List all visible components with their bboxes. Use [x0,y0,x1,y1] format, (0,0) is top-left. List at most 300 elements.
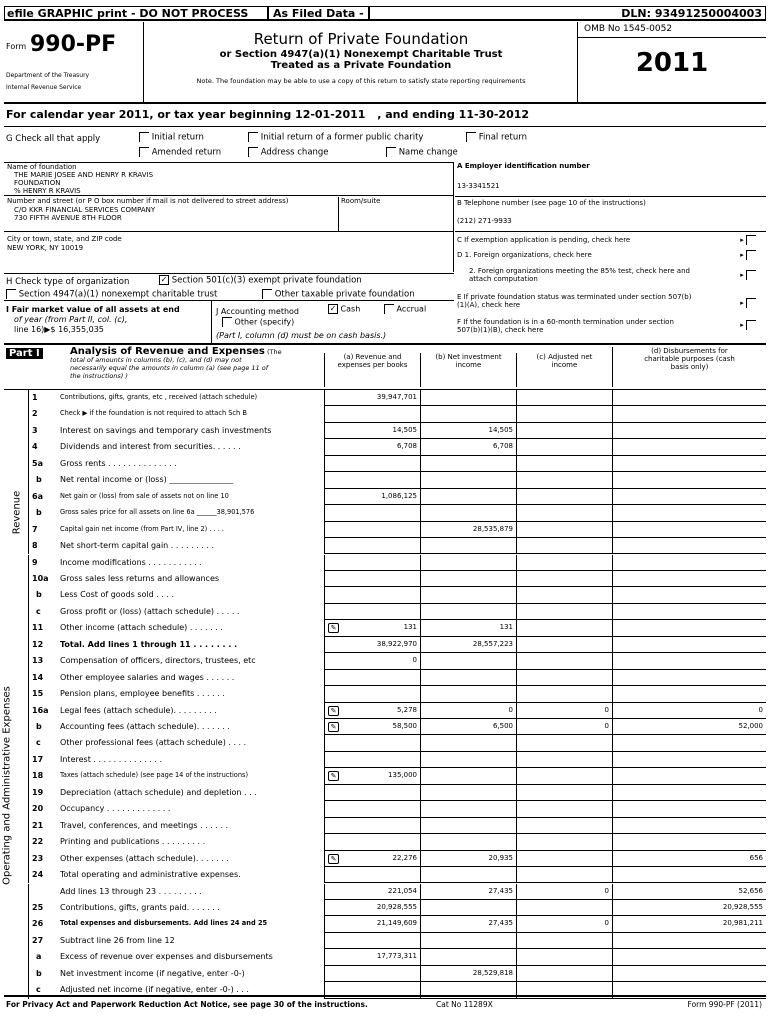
line-description: Contributions, gifts, grants paid. . . . . . . [60,902,220,912]
amount-cell-a [324,752,420,768]
amount-cell-a: 17,773,311 [324,949,420,965]
phone-label: B Telephone number (see page 10 of the instructions) [455,196,766,207]
amount-cell-a: 131 [324,620,420,636]
amount-cell-a [324,686,420,702]
other-taxable-label: Other taxable private foundation [274,289,415,300]
dln-label: DLN: 93491250004003 [621,7,762,20]
dept-treasury: Department of the Treasury [6,72,90,79]
line-description: Gross sales price for all assets on line 6a ______38,901,576 [60,508,255,517]
line-number: 4 [32,442,38,452]
table-row [4,604,766,620]
amount-cell-a [324,456,420,472]
amount-cell-b: 27,435 [420,884,516,900]
row-rule [28,489,29,505]
amount-cell-b [420,406,516,422]
row-rule [28,867,29,883]
line-description: Compensation of officers, directors, trustees, etc [60,656,256,666]
table-row [4,587,766,603]
amount-cell-a [324,933,420,949]
attachment-icon[interactable]: ✎ [328,854,339,864]
amount-cell-b [420,555,516,571]
fmv-label-1: I Fair market value of all assets at end [6,305,180,314]
amount-cell-c [516,933,612,949]
c-label: C If exemption application is pending, check here [457,236,631,244]
s4947-label: Section 4947(a)(1) nonexempt charitable trust [18,289,218,300]
amount-cell-dd [612,571,766,587]
calendar-begin: For calendar year 2011, or tax year beginning 12-01-2011 [6,108,366,121]
amount-cell-b [420,390,516,406]
amount-cell-c [516,489,612,505]
city-row [4,231,453,271]
amount-cell-c [516,834,612,850]
form-title: Return of Private Foundation [253,30,469,48]
table-row [4,966,766,982]
row-rule [28,966,29,982]
amount-cell-a [324,587,420,603]
line-number: 24 [32,870,44,880]
amount-cell-a: 0 [324,653,420,669]
amount-cell-c [516,555,612,571]
e-row [455,290,766,316]
calendar-year [6,108,529,121]
checkmark-icon[interactable]: ✓ [160,275,168,284]
footer [4,995,766,1011]
line-number: 6a [32,491,43,501]
omb-number: OMB No 1545-0052 [578,22,766,38]
line-number: c [36,738,41,748]
amended-return-label: Amended return [151,147,222,158]
checkbox[interactable] [384,304,394,314]
amount-cell-a: 221,054 [324,884,420,900]
attachment-icon[interactable]: ✎ [328,623,339,633]
line-description: Pension plans, employee benefits . . . . . . [60,689,225,699]
amount-cell-a: 6,708 [324,439,420,455]
amount-cell-b [420,900,516,916]
checkbox[interactable] [139,132,149,142]
amount-cell-a [324,735,420,751]
table-row [4,949,766,965]
row-rule [28,406,29,422]
amount-cell-b [420,933,516,949]
amount-cell-c [516,851,612,867]
line-description: Subtract line 26 from line 12 [60,935,175,945]
form-subtitle2: Treated as a Private Foundation [270,60,452,71]
amount-cell-c [516,900,612,916]
line-description: Check ▶ if the foundation is not required to attach Sch B [60,409,247,418]
divider [4,126,766,127]
checkbox[interactable] [466,132,476,142]
line-number: a [36,952,42,962]
line-description: Gross sales less returns and allowances [60,573,220,583]
right-column [455,162,766,344]
amount-cell-a [324,604,420,620]
amount-cell-a [324,505,420,521]
amount-cell-c [516,966,612,982]
row-rule [28,834,29,850]
amount-cell-b [420,752,516,768]
amount-cell-dd [612,456,766,472]
cash-basis-note: (Part I, column (d) must be on cash basis.) [216,331,387,340]
table-row [4,620,766,636]
row-rule [28,719,29,735]
amount-cell-dd [612,505,766,521]
e-checkbox[interactable]: ▸ [740,298,756,308]
amount-cell-dd [612,637,766,653]
phone-value: (212) 271-9933 [457,217,512,225]
line-description: Accounting fees (attach schedule). . . . . . . [60,722,230,731]
calendar-end: , and ending 11-30-2012 [377,108,530,121]
amount-cell-b: 28,535,879 [420,522,516,538]
row-rule [28,587,29,603]
line-description: Gross rents . . . . . . . . . . . . . . [60,458,177,468]
amount-cell-b [420,785,516,801]
street-label: Number and street (or P O box number if mail is not delivered to street address) [7,197,289,205]
attachment-icon[interactable]: ✎ [328,771,339,781]
fmv-label-2: of year (from Part II, col. (c), [14,315,128,324]
row-rule [28,571,29,587]
initial-return-check[interactable] [139,132,204,143]
table-row [4,637,766,653]
amount-cell-dd: 52,000 [612,719,766,735]
table-row [4,916,766,932]
city-value: NEW YORK, NY 10019 [7,244,84,252]
other-taxable-check[interactable] [262,289,415,300]
amount-cell-b: 14,505 [420,423,516,439]
amount-cell-b [420,801,516,817]
amount-cell-a [324,522,420,538]
line-number: 13 [32,656,44,666]
checkbox[interactable] [746,250,756,260]
line-description: Add lines 13 through 23 . . . . . . . . . [60,886,202,896]
amount-cell-dd [612,801,766,817]
row-rule [28,522,29,538]
initial-former-check[interactable] [248,132,423,143]
room-label: Room/suite [338,197,380,231]
amount-cell-a [324,801,420,817]
table-row [4,851,766,867]
table-row [4,439,766,455]
line-description: Depreciation (attach schedule) and depletion . . . [60,787,257,797]
amount-cell-a: 21,149,609 [324,916,420,932]
form-title-box [145,22,577,102]
amount-cell-b [420,653,516,669]
amount-cell-a: 22,276 [324,851,420,867]
form-number: 990-PF [30,32,117,57]
amount-cell-c [516,801,612,817]
amount-cell-c [516,735,612,751]
row-rule [28,555,29,571]
amount-cell-c [516,637,612,653]
checkbox[interactable] [746,270,756,280]
line-description: Legal fees (attach schedule). . . . . . . . . [60,705,217,715]
line-description: Dividends and interest from securities. . . . . . [60,442,241,452]
efile-label: efile GRAPHIC print - DO NOT PROCESS [7,7,249,20]
line-number: 7 [32,524,38,534]
amount-cell-c: 0 [516,703,612,719]
final-return-check[interactable] [466,132,527,143]
street-row [4,195,453,231]
line-description: Occupancy . . . . . . . . . . . . . [60,804,171,814]
col-b-header: (b) Net investment income [420,353,516,387]
amount-cell-b: 6,500 [420,719,516,735]
amount-cell-dd [612,818,766,834]
name-change-label: Name change [398,147,458,158]
c-checkbox[interactable]: ▸ [740,235,756,245]
d1-checkbox[interactable]: ▸ [740,250,756,260]
amount-cell-c: 0 [516,916,612,932]
amount-cell-a [324,785,420,801]
row-rule [28,670,29,686]
line-number: b [36,968,42,978]
header-band [4,6,766,21]
s4947-check[interactable] [6,289,217,300]
amount-cell-b [420,571,516,587]
table-row [4,884,766,900]
line-number: 18 [32,771,44,781]
line-description: Other professional fees (attach schedule) . . . . [60,738,247,748]
amount-cell-b: 28,529,818 [420,966,516,982]
row-rule [28,604,29,620]
line-description: Net gain or (loss) from sale of assets not on line 10 [60,491,229,500]
amount-cell-dd [612,867,766,883]
amount-cell-c: 0 [516,719,612,735]
table-row [4,571,766,587]
form-number-box [4,22,144,102]
accrual-check[interactable] [384,304,426,314]
amount-cell-a: 20,928,555 [324,900,420,916]
table-row [4,390,766,406]
line-number: 21 [32,820,44,830]
line-number: 23 [32,853,44,863]
table-row [4,555,766,571]
amount-cell-dd [612,752,766,768]
amount-cell-b: 131 [420,620,516,636]
f-checkbox[interactable]: ▸ [740,320,756,330]
cash-check[interactable] [328,304,360,314]
row-rule [28,900,29,916]
amount-cell-dd [612,522,766,538]
other-method-check[interactable] [222,317,294,327]
amount-cell-c [516,423,612,439]
table-row [4,423,766,439]
line-number: 1 [32,393,38,402]
dept-irs: Internal Revenue Service [6,84,82,91]
amount-cell-a [324,966,420,982]
amount-cell-b [420,604,516,620]
amount-cell-b [420,867,516,883]
g-label: G Check all that apply [6,134,101,144]
d2-label: 2. Foreign organizations meeting the 85% test, check here and attach computation [469,267,690,283]
part1-tag: Part I [6,348,43,359]
line-number: b [36,590,42,600]
amount-cell-a [324,555,420,571]
amount-cell-a [324,571,420,587]
amount-cell-c [516,653,612,669]
line-description: Capital gain net income (from Part IV, line 2) . . . . [60,524,225,533]
final-return-label: Final return [478,132,527,143]
amount-cell-c [516,538,612,554]
row-rule [28,768,29,784]
amount-cell-b [420,834,516,850]
amount-cell-c [516,472,612,488]
amount-cell-a: 38,922,970 [324,637,420,653]
amount-cell-b [420,456,516,472]
amount-cell-dd: 52,656 [612,884,766,900]
amount-cell-c [516,522,612,538]
line-number: 12 [32,639,44,649]
address-change-check[interactable] [248,147,329,158]
line-number: 17 [32,754,44,764]
check-all-row [6,132,766,162]
amount-cell-b [420,768,516,784]
amount-cell-c [516,670,612,686]
checkbox[interactable] [746,320,756,330]
table-row [4,522,766,538]
row-rule [28,390,29,406]
name-change-check[interactable] [386,147,458,158]
amount-cell-dd [612,555,766,571]
amount-cell-b: 27,435 [420,916,516,932]
line-number: 15 [32,689,44,699]
amount-cell-a [324,834,420,850]
attachment-icon[interactable]: ✎ [328,722,339,732]
line-number: c [36,985,41,995]
amount-cell-a [324,670,420,686]
amount-cell-c [516,505,612,521]
line-number: 3 [32,425,38,435]
foundation-name-1: THE MARIE JOSEE AND HENRY R KRAVIS [14,171,154,179]
amount-cell-b [420,949,516,965]
amount-cell-dd: 20,981,211 [612,916,766,932]
as-filed-label: As Filed Data - [267,7,370,20]
table-row [4,686,766,702]
privacy-notice: For Privacy Act and Paperwork Reduction Act Notice, see page 30 of the instructions. [6,1000,368,1009]
checkbox[interactable] [386,147,396,157]
table-row [4,472,766,488]
table-row [4,703,766,719]
amount-cell-dd [612,604,766,620]
form-subtitle: or Section 4947(a)(1) Nonexempt Charitable Trust [219,49,503,60]
line-number: 20 [32,804,44,814]
checkmark-icon[interactable]: ✓ [329,304,337,313]
row-rule [28,916,29,932]
line-description: Excess of revenue over expenses and disbursements [60,952,273,962]
checkbox[interactable] [248,147,258,157]
initial-former-label: Initial return of a former public charity [260,132,424,143]
amount-cell-dd [612,966,766,982]
row-rule [28,439,29,455]
amount-cell-dd [612,423,766,439]
amount-cell-dd [612,949,766,965]
attachment-icon[interactable]: ✎ [328,706,339,716]
line-description: Other expenses (attach schedule). . . . . . . [60,853,229,863]
part1-sub2: necessarily equal the amounts in column (a) (see page 11 of [70,364,269,372]
checkbox[interactable] [746,235,756,245]
line-number: b [36,722,42,731]
line-number: 8 [32,541,38,551]
checkbox[interactable] [6,289,16,299]
address-change-label: Address change [260,147,329,158]
tax-year: 2011 [635,48,709,78]
line-description: Other income (attach schedule) . . . . . . . [60,623,223,633]
table-row [4,818,766,834]
part1-sub1: total of amounts in columns (b), (c), and (d) may not [70,356,242,364]
amount-cell-b [420,735,516,751]
amount-cell-a: 5,278 [324,703,420,719]
row-rule [28,637,29,653]
amount-cell-a [324,406,420,422]
row-rule [28,505,29,521]
amount-cell-c [516,406,612,422]
table-row [4,456,766,472]
amount-cell-a: 135,000 [324,768,420,784]
line-description: Interest on savings and temporary cash investments [60,425,272,435]
amount-cell-c [516,785,612,801]
street-2: 730 FIFTH AVENUE 8TH FLOOR [14,214,122,222]
row-rule [28,620,29,636]
line-description: Interest . . . . . . . . . . . . . . [60,754,163,764]
amount-cell-a [324,818,420,834]
row-rule [28,851,29,867]
amount-cell-dd [612,735,766,751]
row-rule [28,818,29,834]
amount-cell-b [420,686,516,702]
amount-cell-a [324,538,420,554]
amount-cell-c [516,439,612,455]
foundation-name-2: FOUNDATION [14,179,61,187]
table-row [4,768,766,784]
line-number: 10a [32,573,49,583]
part1-title: Analysis of Revenue and Expenses [70,346,265,357]
part1-title-block [70,348,320,380]
c-row [455,231,766,247]
row-rule [28,735,29,751]
s501-label: Section 501(c)(3) exempt private foundation [171,275,362,286]
checkbox[interactable] [746,298,756,308]
divider [4,102,766,104]
amount-cell-a: 14,505 [324,423,420,439]
d1-label: D 1. Foreign organizations, check here [457,251,592,259]
d1-row [455,247,766,264]
cat-number: Cat No 11289X [436,1000,493,1009]
amount-cell-dd: 0 [612,703,766,719]
table-row [4,653,766,669]
d2-checkbox[interactable]: ▸ [740,270,756,280]
line-description: Printing and publications . . . . . . . . . [60,837,206,847]
footer-form: Form 990-PF (2011) [687,1000,762,1009]
accrual-label: Accrual [396,304,427,314]
checkbox[interactable] [222,317,232,327]
amount-cell-c [516,949,612,965]
amount-cell-c [516,686,612,702]
amount-cell-dd [612,933,766,949]
checkbox[interactable] [248,132,258,142]
table-row [4,801,766,817]
part1-rows [1,389,766,997]
row-rule [28,423,29,439]
amount-cell-dd [612,670,766,686]
amount-cell-dd [612,834,766,850]
amount-cell-c [516,768,612,784]
accounting-label: J Accounting method [216,307,300,316]
checkbox[interactable] [262,289,272,299]
line-number: 19 [32,787,44,797]
city-label: City or town, state, and ZIP code [7,235,122,243]
checkbox[interactable] [139,147,149,157]
amended-return-check[interactable] [139,147,221,158]
s501-check[interactable] [159,275,362,286]
line-description: Less Cost of goods sold . . . . [60,590,175,600]
